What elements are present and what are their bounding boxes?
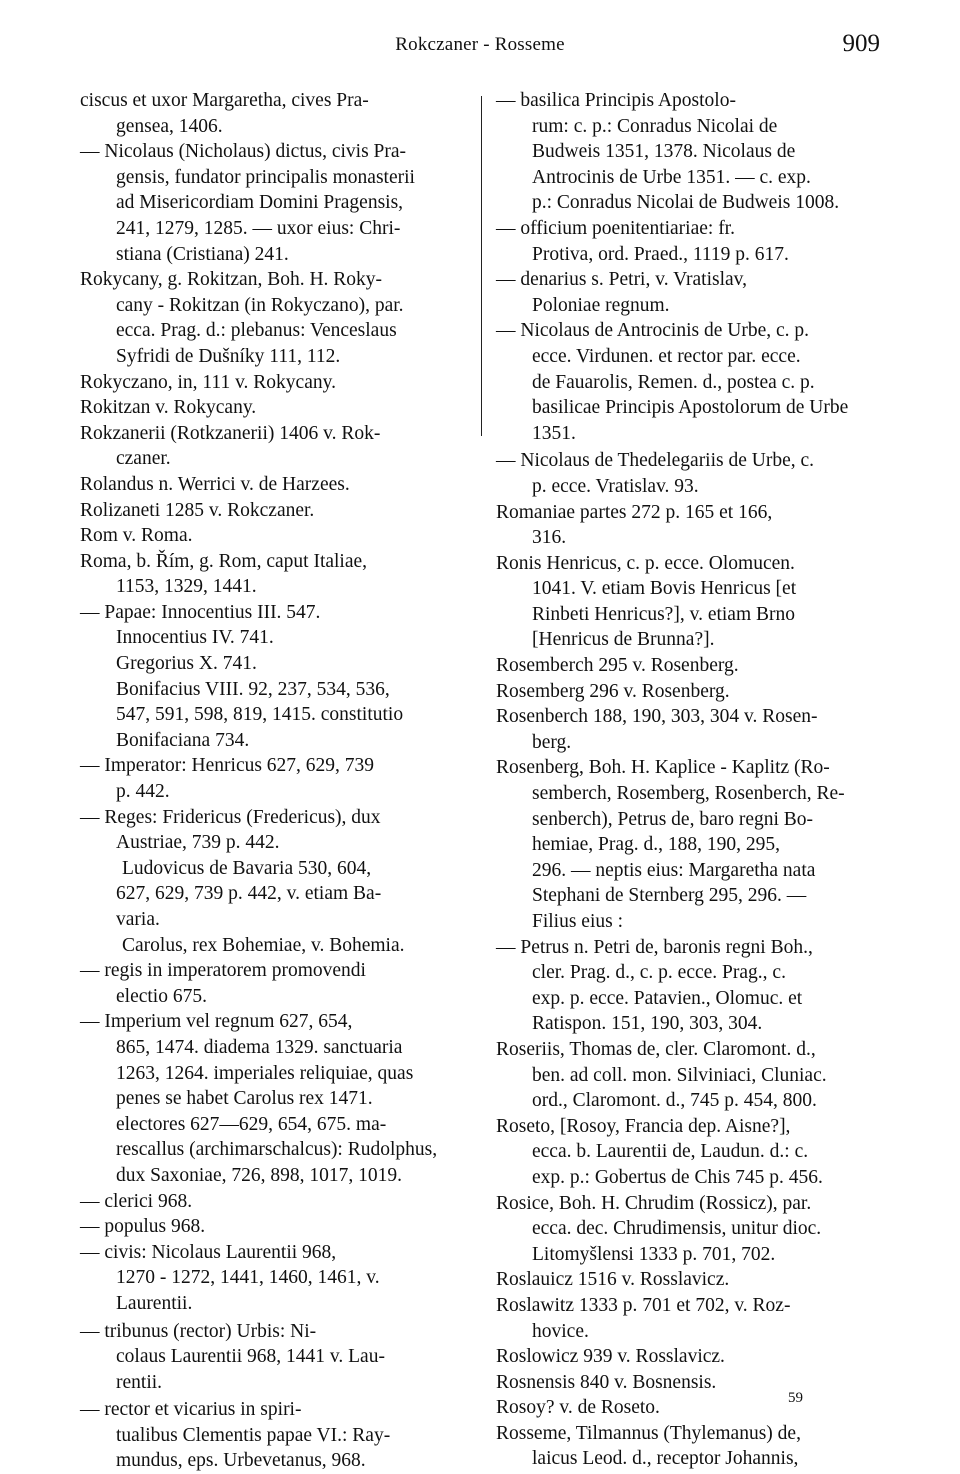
entry-line: Rokitzan v. Rokycany.	[80, 397, 257, 419]
entry-line: de Fauarolis, Remen. d., postea c. p.	[532, 371, 815, 393]
entry-line: Rosnensis 840 v. Bosnensis.	[496, 1371, 717, 1393]
entry-line: Roslowicz 939 v. Rosslavicz.	[496, 1346, 725, 1368]
entry-line: Syfridi de Dušníky 111, 112.	[116, 345, 341, 367]
entry-line: Carolus, rex Bohemiae, v. Bohemia.	[122, 934, 405, 956]
entry-line: Protiva, ord. Praed., 1119 p. 617.	[532, 243, 789, 265]
entry-line: Roseto, [Rosoy, Francia dep. Aisne?],	[496, 1115, 791, 1137]
entry-line: rescallus (archimarschalcus): Rudolphus,	[116, 1139, 438, 1161]
entry-line: Litomyšlensi 1333 p. 701, 702.	[532, 1243, 776, 1265]
column-divider	[481, 96, 482, 436]
entry-line: ben. ad coll. mon. Silviniaci, Cluniac.	[532, 1064, 827, 1086]
entry-line: 1270 - 1272, 1441, 1460, 1461, v.	[116, 1267, 380, 1289]
entry-line: ciscus et uxor Margaretha, cives Pra-	[80, 90, 369, 111]
entry-line: gensea, 1406.	[116, 115, 223, 137]
entry-line: Rosice, Boh. H. Chrudim (Rossicz), par.	[496, 1192, 812, 1214]
entry-line: Ratispon. 151, 190, 303, 304.	[532, 1013, 763, 1035]
entry-line: laicus Leod. d., receptor Johannis,	[532, 1448, 799, 1470]
entry-line: stiana (Cristiana) 241.	[116, 243, 289, 265]
entry-line: Rosemberg 296 v. Rosenberg.	[496, 680, 730, 702]
entry-line: exp. p. ecce. Patavien., Olomuc. et	[532, 987, 803, 1009]
entry-line: tualibus Clementis papae VI.: Ray-	[116, 1424, 391, 1446]
entry-line: Gregorius X. 741.	[116, 653, 257, 675]
entry-line: varia.	[116, 909, 160, 930]
page-header	[0, 28, 960, 68]
entry-line: — denarius s. Petri, v. Vratislav,	[496, 269, 748, 291]
entry-line: Ludovicus de Bavaria 530, 604,	[122, 857, 372, 879]
entry-line: cler. Prag. d., c. p. ecce. Prag., c.	[532, 962, 786, 984]
entry-line: Rosemberch 295 v. Rosenberg.	[496, 655, 739, 677]
entry-line: 296. — neptis eius: Margaretha nata	[532, 859, 816, 881]
entry-line: Innocentius IV. 741.	[116, 627, 274, 649]
entry-line: Austriae, 739 p. 442.	[116, 832, 280, 854]
entry-line: Rokzanerii (Rotkzanerii) 1406 v. Rok-	[80, 422, 381, 444]
entry-line: 627, 629, 739 p. 442, v. etiam Ba-	[116, 883, 382, 905]
entry-line: [Henricus de Brunna?].	[532, 629, 715, 651]
entry-line: cany - Rokitzan (in Rokyczano), par.	[116, 294, 404, 316]
right-column	[496, 88, 880, 1472]
entry-line: Filius eius :	[532, 911, 624, 932]
entry-line: Rinbeti Henricus?], v. etiam Brno	[532, 603, 796, 625]
entry-line: czaner.	[116, 448, 171, 470]
entry-line: ecca. b. Laurentii de, Laudun. d.: c.	[532, 1141, 809, 1163]
entry-line: — rector et vicarius in spiri-	[80, 1399, 302, 1421]
entry-line: mundus, eps. Urbevetanus, 968.	[116, 1450, 366, 1472]
entry-line: Stephani de Sternberg 295, 296. —	[532, 885, 807, 907]
entry-line: 1351.	[532, 422, 576, 444]
entry-line: — Papae: Innocentius III. 547.	[80, 601, 321, 623]
entry-line: ecce. Virdunen. et rector par. ecce.	[532, 345, 801, 367]
entry-line: berg.	[532, 731, 572, 753]
entry-line: rum: c. p.: Conradus Nicolai de	[532, 115, 778, 137]
entry-line: Laurentii.	[116, 1292, 193, 1314]
entry-line: — officium poenitentiariae: fr.	[496, 217, 735, 239]
entry-line: penes se habet Carolus rex 1471.	[116, 1088, 373, 1110]
entry-line: — Reges: Fridericus (Fredericus), dux	[80, 806, 381, 828]
entry-line: Romaniae partes 272 p. 165 et 166,	[496, 501, 773, 523]
entry-line: — Imperium vel regnum 627, 654,	[80, 1011, 353, 1033]
entry-line: — Nicolaus de Antrocinis de Urbe, c. p.	[496, 320, 810, 342]
entry-line: ecca. Prag. d.: plebanus: Venceslaus	[116, 320, 397, 342]
entry-line: basilicae Principis Apostolorum de Urbe	[532, 397, 849, 419]
entry-line: 1041. V. etiam Bovis Henricus [et	[532, 578, 797, 600]
entry-line: p. ecce. Vratislav. 93.	[532, 475, 699, 497]
entry-line: Ronis Henricus, c. p. ecce. Olomucen.	[496, 552, 795, 574]
entry-line: Bonifaciana 734.	[116, 729, 250, 751]
signature-mark: 59	[788, 1390, 803, 1406]
entry-line: p.: Conradus Nicolai de Budweis 1008.	[532, 192, 840, 214]
entry-line: Rosenberg, Boh. H. Kaplice - Kaplitz (Ro-	[496, 757, 830, 779]
entry-line: gensis, fundator principalis monasterii	[116, 166, 415, 188]
entry-line: Rom v. Roma.	[80, 525, 193, 547]
entry-line: — basilica Principis Apostolo-	[496, 90, 736, 111]
entry-line: Roslauicz 1516 v. Rosslavicz.	[496, 1269, 730, 1291]
entry-line: rentii.	[116, 1371, 163, 1393]
entry-line: 547, 591, 598, 819, 1415. constitutio	[116, 704, 404, 726]
entry-line: semberch, Rosemberg, Rosenberch, Re-	[532, 783, 845, 805]
entry-line: — Petrus n. Petri de, baronis regni Boh.,	[496, 936, 813, 958]
entry-line: Budweis 1351, 1378. Nicolaus de	[532, 141, 796, 163]
entry-line: Bonifacius VIII. 92, 237, 534, 536,	[116, 678, 390, 700]
entry-line: electio 675.	[116, 985, 207, 1007]
entry-line: hemiae, Prag. d., 188, 190, 295,	[532, 834, 781, 856]
entry-line: 241, 1279, 1285. — uxor eius: Chri-	[116, 217, 401, 239]
entry-line: senberch), Petrus de, baro regni Bo-	[532, 808, 814, 830]
left-column	[80, 88, 460, 1474]
entry-line: — Nicolaus de Thedelegariis de Urbe, c.	[496, 450, 815, 472]
entry-line: Rosenberch 188, 190, 303, 304 v. Rosen-	[496, 706, 818, 728]
entry-line: — tribunus (rector) Urbis: Ni-	[80, 1320, 317, 1342]
entry-line: Rokycany, g. Rokitzan, Boh. H. Roky-	[80, 269, 383, 291]
entry-line: ad Misericordiam Domini Pragensis,	[116, 192, 404, 214]
running-title: Rokczaner - Rosseme	[395, 34, 565, 55]
entry-line: Rokyczano, in, 111 v. Rokycany.	[80, 371, 336, 393]
entry-line: hovice.	[532, 1320, 589, 1342]
entry-line: 316.	[532, 527, 567, 549]
entry-line: Rosoy? v. de Roseto.	[496, 1397, 660, 1419]
entry-line: 1153, 1329, 1441.	[116, 576, 257, 598]
entry-line: — regis in imperatorem promovendi	[80, 960, 366, 982]
entry-line: dux Saxoniae, 726, 898, 1017, 1019.	[116, 1164, 402, 1186]
entry-line: electores 627—629, 654, 675. ma-	[116, 1113, 387, 1135]
entry-line: p. 442.	[116, 781, 170, 803]
entry-line: Roma, b. Řím, g. Rom, caput Italiae,	[80, 550, 368, 572]
entry-line: Rosseme, Tilmannus (Thylemanus) de,	[496, 1422, 801, 1444]
entry-line: Roslawitz 1333 p. 701 et 702, v. Roz-	[496, 1294, 791, 1316]
entry-line: exp. p.: Gobertus de Chis 745 p. 456.	[532, 1166, 823, 1188]
page-number: 909	[842, 30, 880, 57]
entry-line: Poloniae regnum.	[532, 294, 670, 316]
entry-line: — clerici 968.	[80, 1190, 193, 1212]
entry-line: Rolizaneti 1285 v. Rokczaner.	[80, 499, 315, 521]
entry-line: — civis: Nicolaus Laurentii 968,	[80, 1241, 337, 1263]
entry-line: Antrocinis de Urbe 1351. — c. exp.	[532, 166, 811, 188]
entry-line: — Nicolaus (Nicholaus) dictus, civis Pra-	[80, 141, 407, 163]
entry-line: Roseriis, Thomas de, cler. Claromont. d.,	[496, 1038, 816, 1060]
entry-line: — Imperator: Henricus 627, 629, 739	[80, 755, 375, 777]
entry-line: — populus 968.	[80, 1216, 206, 1238]
entry-line: ord., Claromont. d., 745 p. 454, 800.	[532, 1090, 817, 1112]
entry-line: 865, 1474. diadema 1329. sanctuaria	[116, 1036, 403, 1058]
entry-line: colaus Laurentii 968, 1441 v. Lau-	[116, 1346, 385, 1368]
entry-line: 1263, 1264. imperiales reliquiae, quas	[116, 1062, 414, 1084]
entry-line: ecca. dec. Chrudimensis, unitur dioc.	[532, 1218, 822, 1240]
entry-line: Rolandus n. Werrici v. de Harzees.	[80, 473, 350, 495]
